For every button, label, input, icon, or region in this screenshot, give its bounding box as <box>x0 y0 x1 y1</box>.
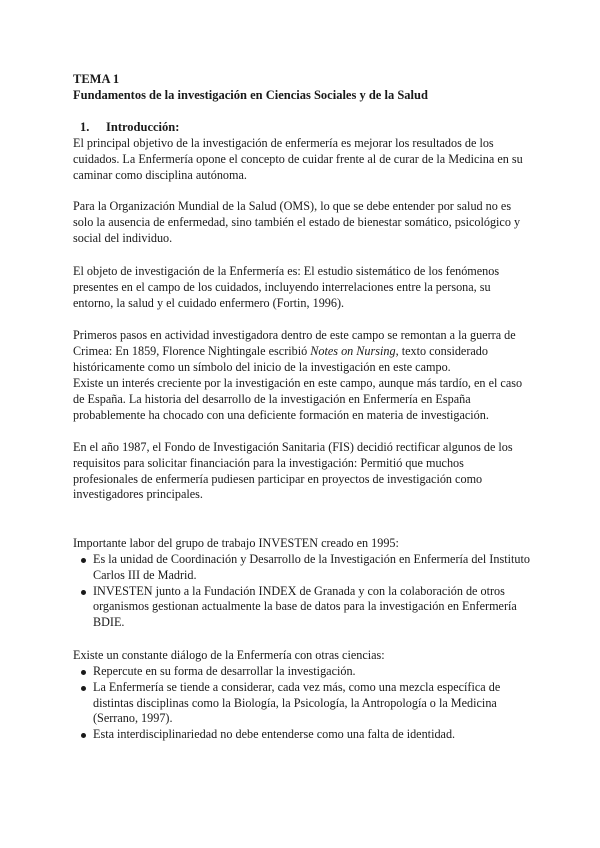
dialogue-list <box>73 664 531 743</box>
list-item: INVESTEN junto a la Fundación INDEX de Granada y con la colaboración de otros organismos gestionan actualmente la base de datos para la investigación en Enfermería BDIE. <box>73 584 531 631</box>
paragraph-object: El objeto de investigación de la Enfermería es: El estudio sistemático de los fenómenos presentes en el campo de los cuidados, incluyendo interrelaciones entre la persona, su entorno, la salud y el cuidado enfermero (Fortin, 1996). <box>73 264 500 310</box>
paragraph-objective: El principal objetivo de la investigación de enfermería es mejorar los resultados de los cuidados. La Enfermería opone el concepto de cuidar frente al de curar de la Medicina en su caminar como disciplina autónoma. <box>73 136 523 182</box>
section-number: 1. <box>80 120 90 134</box>
section-heading <box>80 120 179 136</box>
list-item: Esta interdisciplinariedad no debe entenderse como una falta de identidad. <box>73 727 531 743</box>
bullet-icon <box>81 590 86 595</box>
bullet-icon <box>81 733 86 738</box>
history-text-after: , texto considerado históricamente como un símbolo del inicio de la investigación en este campo. <box>73 343 488 374</box>
history-text-before: Primeros pasos en actividad investigadora dentro de este campo se remontan a la guerra de Crimea: En 1859, Florence Nightingale escribió <box>73 328 516 358</box>
bullet-icon <box>81 558 86 563</box>
paragraph-spain: Existe un interés creciente por la investigación en este campo, aunque más tardío, en el caso de España. La historia del desarrollo de la investigación en Enfermería en España probablemente ha chocado con una deficiente formación en materia de investigación. <box>73 376 523 422</box>
section-title: Introducción: <box>106 120 180 134</box>
document-subtitle: Fundamentos de la investigación en Ciencias Sociales y de la Salud <box>73 88 428 102</box>
paragraph-oms: Para la Organización Mundial de la Salud (OMS), lo que se debe entender por salud no es solo la ausencia de enfermedad, sino también el estado de bienestar somático, psicológico y social del individuo. <box>73 199 521 245</box>
list-item: La Enfermería se tiende a considerar, cada vez más, como una mezcla específica de distintas disciplinas como la Biología, la Psicología, la Antropología o la Medicina (Serrano, 1997). <box>73 680 531 727</box>
document-title: TEMA 1 <box>73 72 120 86</box>
list-item: Repercute en su forma de desarrollar la investigación. <box>73 664 531 680</box>
bullet-icon <box>81 670 86 675</box>
paragraph-dialogue: Existe un constante diálogo de la Enfermería con otras ciencias: <box>73 648 385 662</box>
paragraph-history <box>73 328 531 375</box>
paragraph-fis: En el año 1987, el Fondo de Investigación Sanitaria (FIS) decidió rectificar algunos de los requisitos para solicitar financiación para la investigación: Permitió que muchos profesionales de enfermería pudiesen participar en proyectos de investigación como investigadores principales. <box>73 440 513 502</box>
bullet-icon <box>81 686 86 691</box>
list-item: Es la unidad de Coordinación y Desarrollo de la Investigación en Enfermería del Instituto Carlos III de Madrid. <box>73 552 531 584</box>
investen-list <box>73 552 531 631</box>
paragraph-investen: Importante labor del grupo de trabajo INVESTEN creado en 1995: <box>73 536 399 550</box>
book-title: Notes on Nursing <box>310 343 396 358</box>
